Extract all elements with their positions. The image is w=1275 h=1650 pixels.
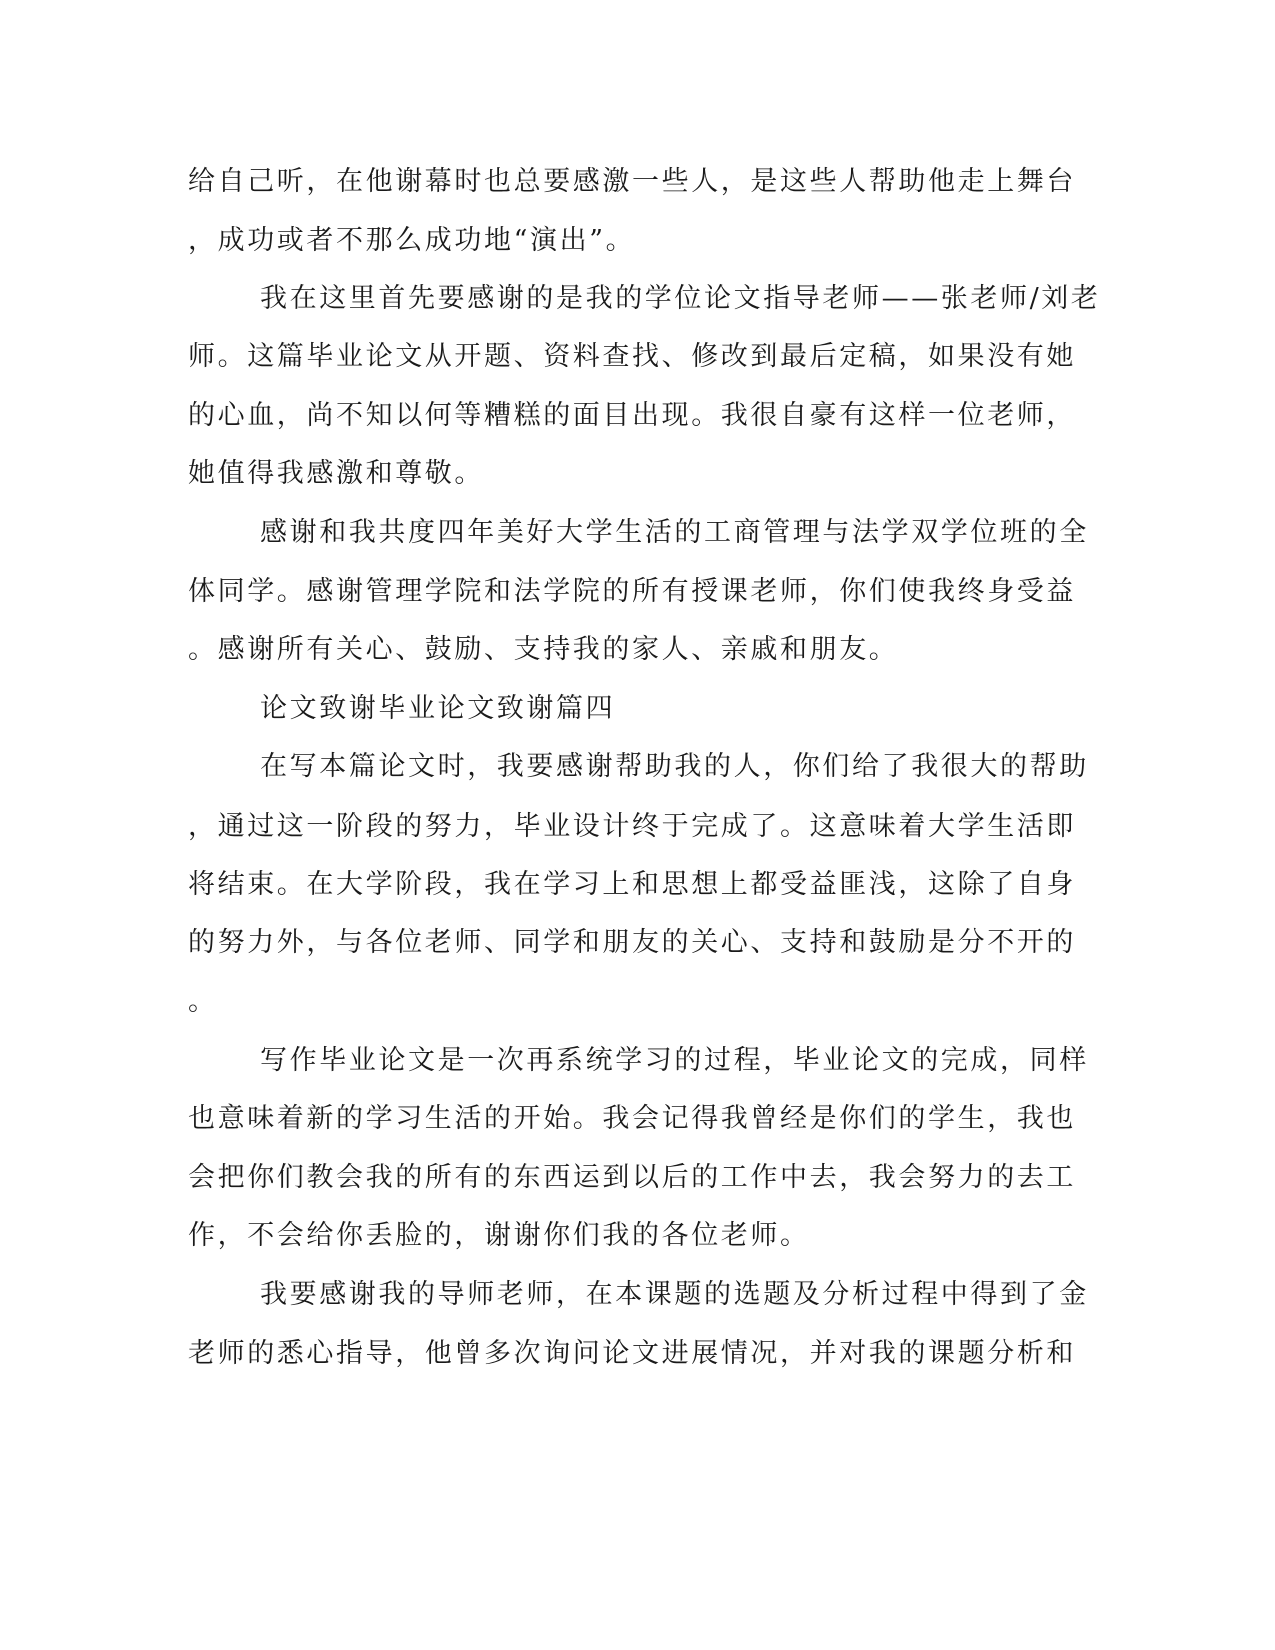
text-line: 我要感谢我的导师老师，在本课题的选题及分析过程中得到了金 xyxy=(260,1279,1089,1310)
text-line: 给自己听，在他谢幕时也总要感激一些人，是这些人帮助他走上舞台 xyxy=(188,166,1076,197)
text-line: 。感谢所有关心、鼓励、支持我的家人、亲戚和朋友。 xyxy=(188,634,899,665)
text-line: 也意味着新的学习生活的开始。我会记得我曾经是你们的学生，我也 xyxy=(188,1103,1076,1134)
text-line: 的心血，尚不知以何等糟糕的面目出现。我很自豪有这样一位老师， xyxy=(188,400,1076,431)
text-line: 我在这里首先要感谢的是我的学位论文指导老师——张老师/刘老 xyxy=(260,283,1101,314)
text-line: 会把你们教会我的所有的东西运到以后的工作中去，我会努力的去工 xyxy=(188,1162,1076,1193)
section-heading: 论文致谢毕业论文致谢篇四 xyxy=(260,693,616,724)
text-line: 在写本篇论文时，我要感谢帮助我的人，你们给了我很大的帮助 xyxy=(260,751,1089,782)
text-line: 作，不会给你丢脸的，谢谢你们我的各位老师。 xyxy=(188,1220,810,1251)
text-line: 老师的悉心指导，他曾多次询问论文进展情况，并对我的课题分析和 xyxy=(188,1338,1076,1369)
text-line: 她值得我感激和尊敬。 xyxy=(188,458,484,489)
text-line: ，通过这一阶段的努力，毕业设计终于完成了。这意味着大学生活即 xyxy=(188,811,1076,842)
text-line: ，成功或者不那么成功地“演出”。 xyxy=(188,225,636,256)
text-line: 写作毕业论文是一次再系统学习的过程，毕业论文的完成，同样 xyxy=(260,1045,1089,1076)
text-line: 师。这篇毕业论文从开题、资料查找、修改到最后定稿，如果没有她 xyxy=(188,341,1076,372)
text-line: 体同学。感谢管理学院和法学院的所有授课老师，你们使我终身受益 xyxy=(188,576,1076,607)
text-line: 感谢和我共度四年美好大学生活的工商管理与法学双学位班的全 xyxy=(260,517,1089,548)
text-line: 将结束。在大学阶段，我在学习上和思想上都受益匪浅，这除了自身 xyxy=(188,869,1076,900)
text-line: 的努力外，与各位老师、同学和朋友的关心、支持和鼓励是分不开的 xyxy=(188,927,1076,958)
text-line: 。 xyxy=(188,986,218,1017)
